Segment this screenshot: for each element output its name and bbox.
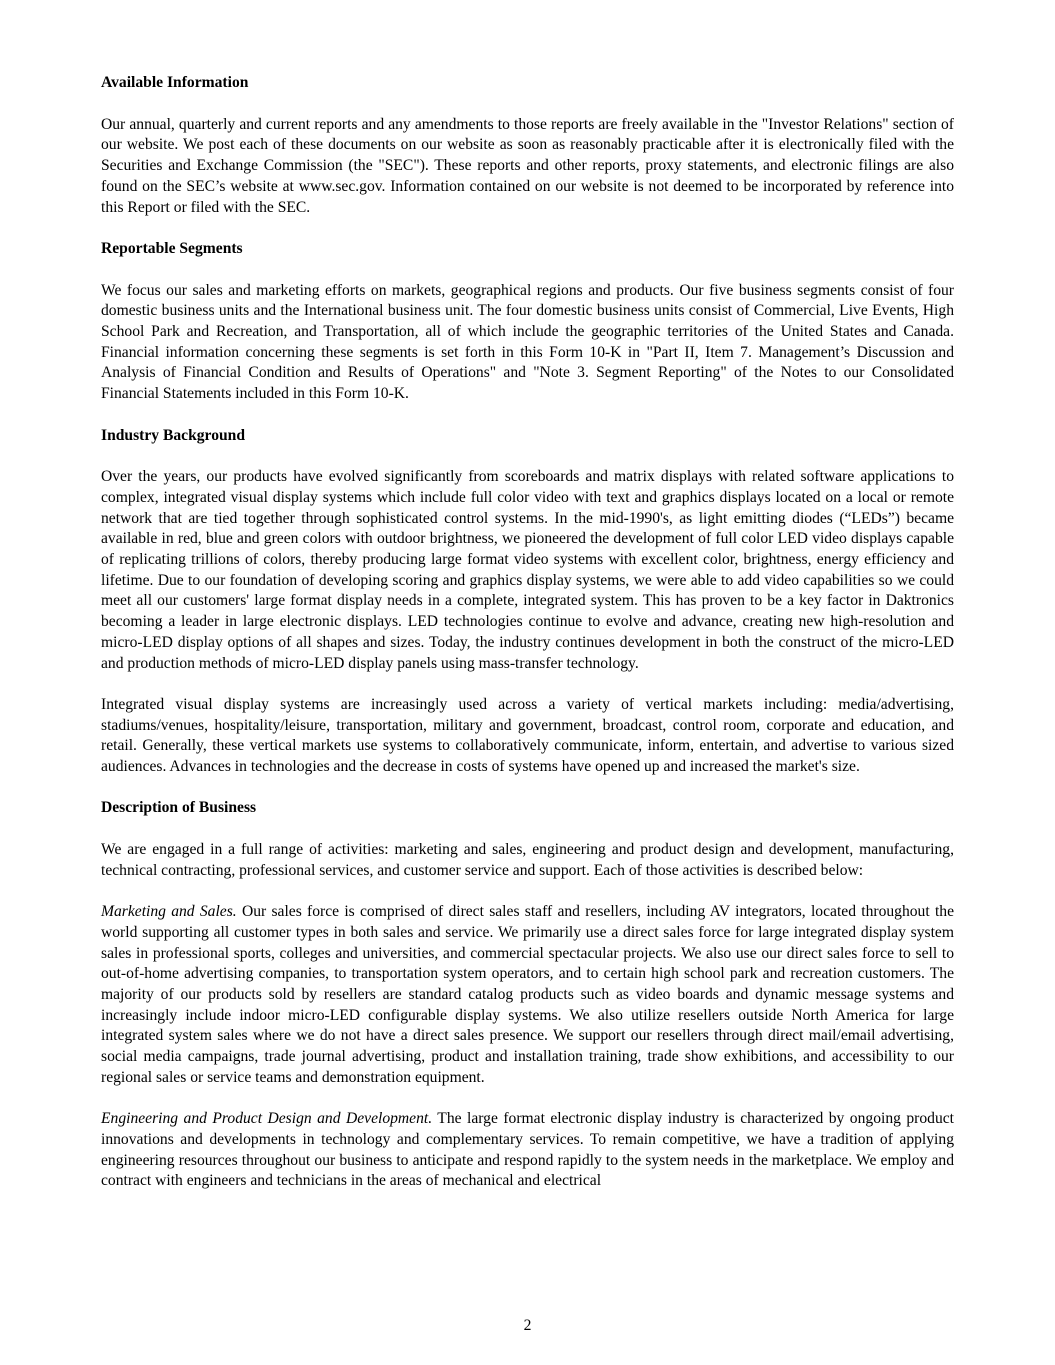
section-description-of-business [101, 798, 954, 1192]
section-industry-background [101, 426, 954, 778]
paragraph [101, 840, 954, 881]
section-heading: Description of Business [101, 799, 257, 817]
section-reportable-segments [101, 239, 954, 405]
paragraph-text: Our annual, quarterly and current reports and any amendments to those reports are freely available in the "Investor Relations" section of our website. We post each of these documents on our website as soon as reasonably practicable after it is electronically filed with the Securities and Exchange Commission (the "SEC"). These reports and other reports, proxy statements, and electronic filings are also found on the SEC’s website at www.sec.gov. Information contained on our website is not deemed to be incorporated by reference into this Report or filed with the SEC. [101, 115, 954, 216]
paragraph [101, 115, 954, 219]
paragraph [101, 467, 954, 674]
document-page [101, 73, 954, 1192]
paragraph-text: The large format electronic display industry is characterized by ongoing product innovations and developments in technology and complementary services. To remain competitive, we have a tradition of applying engineering resources throughout our business to anticipate and respond rapidly to the system needs in the marketplace. We employ and contract with engineers and technicians in the areas of mechanical and electrical [101, 1110, 954, 1190]
page-number: 2 [523, 1317, 532, 1334]
paragraph-lead: Marketing and Sales. [101, 903, 237, 921]
section-heading: Available Information [101, 74, 249, 91]
paragraph-text: Integrated visual display systems are increasingly used across a variety of vertical markets including: media/advertising, stadiums/venues, hospitality/leisure, transportation, military and government, broadcast, control room, corporate and education, and retail. Generally, these vertical markets use systems to collaboratively communicate, inform, entertain, and advertise to various sized audiences. Advances in technologies and the decrease in costs of systems have opened up and increased the market's size. [101, 695, 954, 776]
section-available-information [101, 73, 954, 218]
paragraph-text: We focus our sales and marketing efforts on markets, geographical regions and products. Our five business segments consist of four domestic business units and the International business unit. The four domestic business units consist of Commercial, Live Events, High School Park and Recreation, and Transportation, all of which include the geographic territories of the United States and Canada. Financial information concerning these segments is set forth in this Form 10-K in "Part II, Item 7. Management’s Discussion and Analysis of Financial Condition and Results of Operations" and "Note 3. Segment Reporting" of the Notes to our Consolidated Financial Statements included in this Form 10-K. [101, 281, 954, 403]
paragraph-lead: Engineering and Product Design and Development. [101, 1110, 433, 1128]
paragraph [101, 281, 954, 405]
paragraph-text: We are engaged in a full range of activities: marketing and sales, engineering and product design and development, manufacturing, technical contracting, professional services, and customer service and support. Each of those activities is described below: [101, 841, 954, 879]
section-heading: Industry Background [101, 426, 246, 444]
section-heading: Reportable Segments [101, 239, 243, 257]
paragraph-marketing-and-sales [101, 902, 954, 1088]
paragraph-text: Our sales force is comprised of direct sales staff and resellers, including AV integrators, located throughout the world supporting all customer types in both sales and service. We primarily use a direct sales force for large integrated display system sales in professional sports, colleges and universities, and commercial spectacular projects. We also use our direct sales force to sell to out-of-home advertising companies, to transportation system operators, and to certain high school park and recreation customers. The majority of our products sold by resellers are standard catalog products such as video boards and dynamic message systems and increasingly include indoor micro-LED configurable display systems. We also utilize resellers outside North America for large integrated system sales where we do not have a direct sales presence. We support our resellers through direct mail/email advertising, social media campaigns, trade journal advertising, product and installation training, trade show exhibitions, and accessibility to our regional sales or service teams and demonstration equipment. [101, 903, 954, 1086]
paragraph [101, 695, 954, 778]
paragraph-engineering-and-product-design [101, 1109, 954, 1192]
paragraph-text: Over the years, our products have evolved significantly from scoreboards and matrix displays with related software applications to complex, integrated visual display systems which include full color video with text and graphics displays located on a local or remote network that are tied together through sophisticated control systems. In the mid-1990's, as light emitting diodes (“LEDs”) became available in red, blue and green colors with outdoor brightness, we pioneered the development of full color LED video displays capable of replicating trillions of colors, thereby producing large format video systems with excellent color, brightness, energy efficiency and lifetime. Due to our foundation of developing scoring and graphics display systems, we were able to add video capabilities so we could meet all our customers' large format display needs in a complete, integrated system. This has proven to be a key factor in Daktronics becoming a leader in large electronic displays. LED technologies continue to evolve and advance, creating new high-resolution and micro-LED display options of all shapes and sizes. Today, the industry continues development in both the construct of the micro-LED and production methods of micro-LED display panels using mass-transfer technology. [101, 468, 954, 672]
